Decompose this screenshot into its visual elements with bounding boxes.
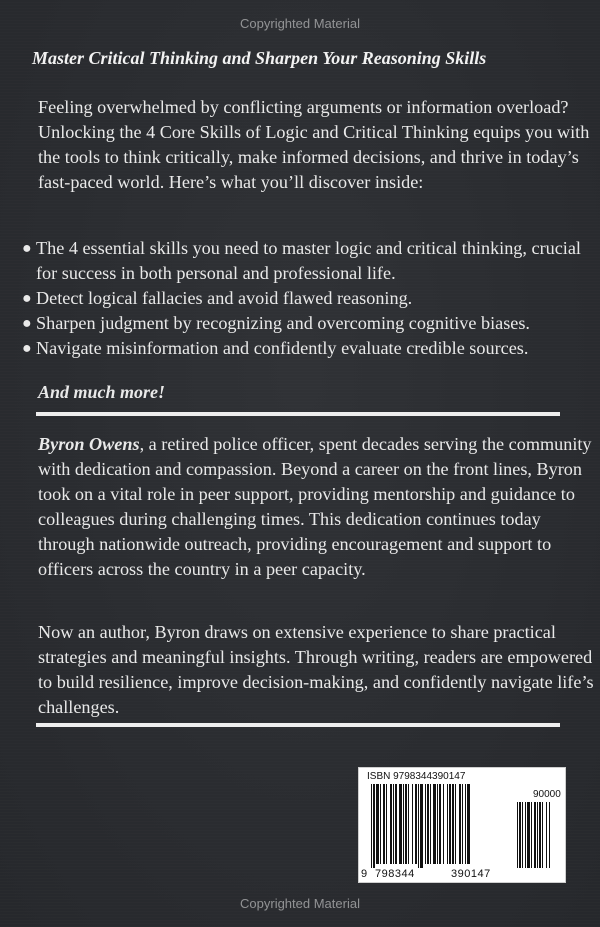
barcode-bar (408, 784, 409, 864)
barcode-addon-bar (527, 802, 530, 868)
author-name: Byron Owens (38, 434, 140, 454)
barcode-addon-bar (522, 802, 523, 868)
barcode-bar (462, 784, 463, 864)
isbn-label: ISBN 9798344390147 (367, 771, 466, 782)
barcode-addon-bar (546, 802, 547, 868)
list-item-text: Sharpen judgment by recognizing and overcoming cognitive biases. (36, 313, 530, 333)
barcode-bar (420, 784, 423, 868)
barcode-bar (425, 784, 426, 864)
price-code: 90000 (533, 789, 561, 800)
list-item (22, 236, 592, 286)
barcode-bar (403, 784, 404, 864)
barcode-bar (399, 784, 402, 864)
isbn-barcode (358, 767, 566, 883)
barcode-addon-bar (549, 802, 550, 868)
barcode-bar (467, 784, 470, 864)
list-item-text: Detect logical fallacies and avoid flawed reasoning. (36, 288, 413, 308)
barcode-bars (359, 768, 565, 882)
barcode-bar (443, 784, 444, 864)
barcode-bar (437, 784, 438, 864)
barcode-bar (386, 784, 387, 864)
list-item (22, 311, 592, 336)
barcode-addon-bar (517, 802, 518, 868)
barcode-bar (455, 784, 456, 864)
author-bio (38, 432, 598, 582)
barcode-bar (459, 784, 461, 864)
bullet-icon: ● (22, 290, 32, 307)
author-outro: Now an author, Byron draws on extensive experience to share practical strategies and meaningful insights. Through writing, readers are empowered to build resilience, improve decision-making, and confidently navigate life’s challenges. (38, 622, 594, 717)
barcode-addon-bar (539, 802, 541, 868)
barcode-addon-bar (531, 802, 532, 868)
list-item (22, 336, 592, 361)
barcode-bar (418, 784, 419, 868)
barcode-digits-right: 390147 (451, 868, 491, 880)
divider-bottom (36, 723, 560, 727)
list-item (22, 286, 592, 311)
barcode-bar (373, 784, 375, 868)
barcode-bar (415, 784, 417, 864)
barcode-lead-digit: 9 (361, 868, 368, 880)
barcode-bar (427, 784, 429, 864)
barcode-bar (465, 784, 466, 864)
author-bio-text: , a retired police officer, spent decades serving the community with dedication and compassion. Beyond a career on the front lines, Byron took on a vital role in peer support, providing mentorship and guidance to colleagues during challenging times. This dedication continues today through nationwide outreach, providing encouragement and support to officers across the country in a peer capacity. (38, 434, 592, 579)
barcode-digits-left: 798344 (375, 868, 415, 880)
barcode-addon-bar (537, 802, 538, 868)
bullet-icon: ● (22, 340, 32, 357)
barcode-bar (412, 784, 413, 864)
barcode-bar (380, 784, 381, 864)
barcode-bar (430, 784, 431, 864)
list-item-text: The 4 essential skills you need to master logic and critical thinking, crucial for success in both personal and professional life. (36, 238, 581, 283)
barcode-bar (447, 784, 448, 864)
and-much-more: And much more! (38, 382, 166, 402)
divider-top (36, 412, 560, 416)
intro-paragraph: Feeling overwhelmed by conflicting arguments or information overload? Unlocking the 4 Core Skills of Logic and Critical Thinking equips you with the tools to think critically, make informed decisions, and thrive in today’s fast-paced world. Here’s what you’ll discover inside: (38, 97, 590, 192)
barcode-bar (395, 784, 397, 864)
barcode-bar (433, 784, 436, 864)
barcode-bar (449, 784, 451, 864)
list-item-text: Navigate misinformation and confidently evaluate credible sources. (36, 338, 529, 358)
barcode-bar (439, 784, 441, 864)
tagline: Master Critical Thinking and Sharpen Your Reasoning Skills (32, 48, 487, 68)
barcode-bar (383, 784, 385, 864)
barcode-addon-bar (534, 802, 536, 868)
barcode-addon-bar (542, 802, 543, 868)
barcode-bar (390, 784, 392, 864)
watermark-top: Copyrighted Material (240, 16, 360, 31)
barcode-bar (452, 784, 454, 864)
barcode-bar (393, 784, 394, 864)
barcode-addon-bar (525, 802, 526, 868)
feature-list (22, 236, 592, 361)
bullet-icon: ● (22, 315, 32, 332)
barcode-bar (376, 784, 379, 864)
watermark-bottom: Copyrighted Material (240, 896, 360, 911)
barcode-addon-bar (519, 802, 521, 868)
bullet-icon: ● (22, 240, 32, 257)
barcode-bar (405, 784, 407, 864)
barcode-bar (371, 784, 372, 868)
